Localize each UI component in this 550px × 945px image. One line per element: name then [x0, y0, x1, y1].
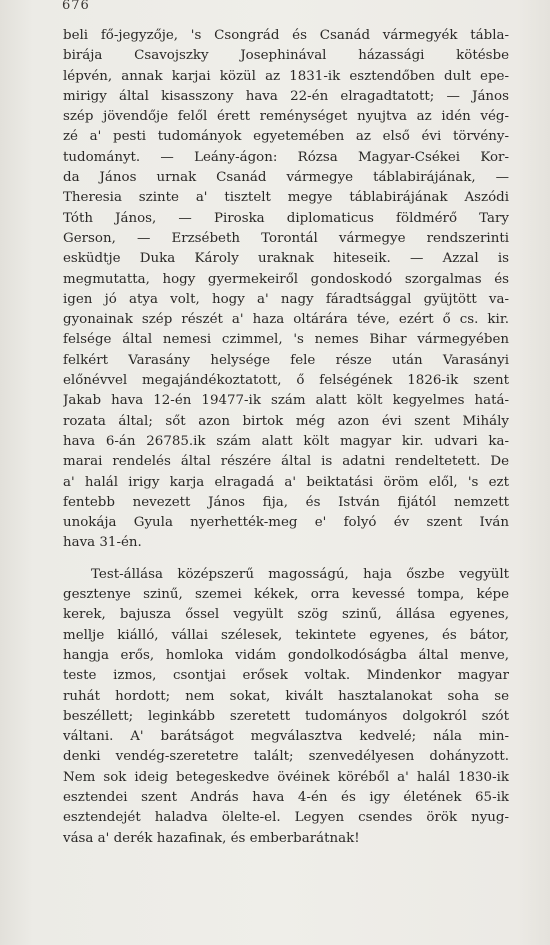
text-line: hangja erős, homloka vidám gondolkodóságba által menve,: [63, 647, 509, 663]
text-line: Tóth János, — Piroska diplomaticus földmérő Tary: [63, 210, 509, 226]
text-line: teste izmos, csontjai erősek voltak. Mindenkor magyar: [63, 668, 509, 684]
text-line: marai rendelés által részére által is adatni rendeltetett. De: [63, 454, 509, 470]
text-line: birája Csavojszky Josephinával házassági kötésbe: [63, 48, 509, 64]
text-line: kerek, bajusza őssel vegyült szög szinű, állása egyenes,: [63, 607, 509, 623]
text-line: hava 31-én.: [63, 535, 142, 551]
text-line: rozata által; sőt azon birtok még azon évi szent Mihály: [63, 413, 509, 429]
text-line: Nem sok ideig betegeskedve övéinek köréből a' halál 1830-ik: [63, 769, 509, 785]
text-line: igen jó atya volt, hogy a' nagy fáradtsággal gyüjtött va-: [63, 291, 509, 307]
text-line: felsége által nemesi czimmel, 's nemes Bihar vármegyében: [63, 332, 509, 348]
text-line: felkért Varasány helysége fele része után Varasányi: [63, 352, 509, 368]
text-line: beli fő-jegyzője, 's Csongrád és Csanád vármegyék tábla-: [63, 28, 509, 43]
text-line: esztendejét haladva ölelte-el. Legyen csendes örök nyug-: [63, 810, 509, 826]
text-line: tudományt. — Leány-ágon: Rózsa Magyar-Csékei Kor-: [63, 149, 509, 165]
text-line: lépvén, annak karjai közül az 1831-ik esztendőben dult epe-: [63, 68, 509, 84]
text-line: a' halál irigy karja elragadá a' beiktatási öröm elől, 's ezt: [63, 474, 509, 490]
paragraph-1: [63, 26, 509, 554]
text-line: ruhát hordott; nem sokat, kivált hasztalanokat soha se: [63, 688, 509, 704]
paragraph-2: [63, 565, 509, 849]
text-line: vása a' derék hazafinak, és emberbarátnak!: [63, 830, 360, 846]
text-line: fentebb nevezett János fija, és István fijától nemzett: [63, 494, 509, 510]
text-line: esküdtje Duka Károly uraknak hiteseik. — Azzal is: [63, 251, 509, 267]
text-line: da János urnak Csanád vármegye táblabirájának, —: [63, 170, 509, 186]
text-line: mirigy által kisasszony hava 22-én elragadtatott; — János: [63, 88, 509, 104]
text-line: megmutatta, hogy gyermekeiről gondoskodó szorgalmas és: [63, 271, 509, 287]
text-line: denki vendég-szeretetre talált; szenvedélyesen dohányzott.: [63, 749, 509, 765]
text-line: Gerson, — Erzsébeth Torontál vármegye rendszerinti: [63, 230, 509, 246]
text-line: mellje kiálló, vállai szélesek, tekintete egyenes, és bátor,: [63, 627, 509, 643]
text-line: unokája Gyula nyerhették-meg e' folyó év szent Iván: [63, 515, 509, 531]
text-line: gesztenye szinű, szemei kékek, orra kevessé tompa, képe: [63, 587, 509, 603]
text-line: Jakab hava 12-én 19477-ik szám alatt költ kegyelmes hatá-: [63, 393, 509, 409]
body-text: [63, 26, 509, 849]
text-line: Theresia szinte a' tisztelt megye táblabirájának Aszódi: [63, 190, 509, 206]
text-line: váltani. A' barátságot megválasztva kedvelé; nála min-: [63, 729, 509, 745]
page-number: 676: [62, 0, 90, 13]
paragraph-gap: [63, 554, 509, 565]
text-line: gyonainak szép részét a' haza oltárára téve, ezért ő cs. kir.: [63, 312, 509, 328]
text-line: hava 6-án 26785.ik szám alatt költ magyar kir. udvari ka-: [63, 433, 509, 449]
text-line: esztendei szent András hava 4-én és igy életének 65-ik: [63, 789, 509, 805]
text-line: Test-állása középszerű magosságú, haja őszbe vegyült: [91, 566, 509, 582]
text-line: szép jövendője felől érett reménységet nyujtva az idén vég-: [63, 109, 509, 125]
text-line: zé a' pesti tudományok egyetemében az első évi törvény-: [63, 129, 509, 145]
text-line: beszéllett; leginkább szeretett tudományos dolgokról szót: [63, 708, 509, 724]
text-line: előnévvel megajándékoztatott, ő felségének 1826-ik szent: [63, 373, 509, 389]
